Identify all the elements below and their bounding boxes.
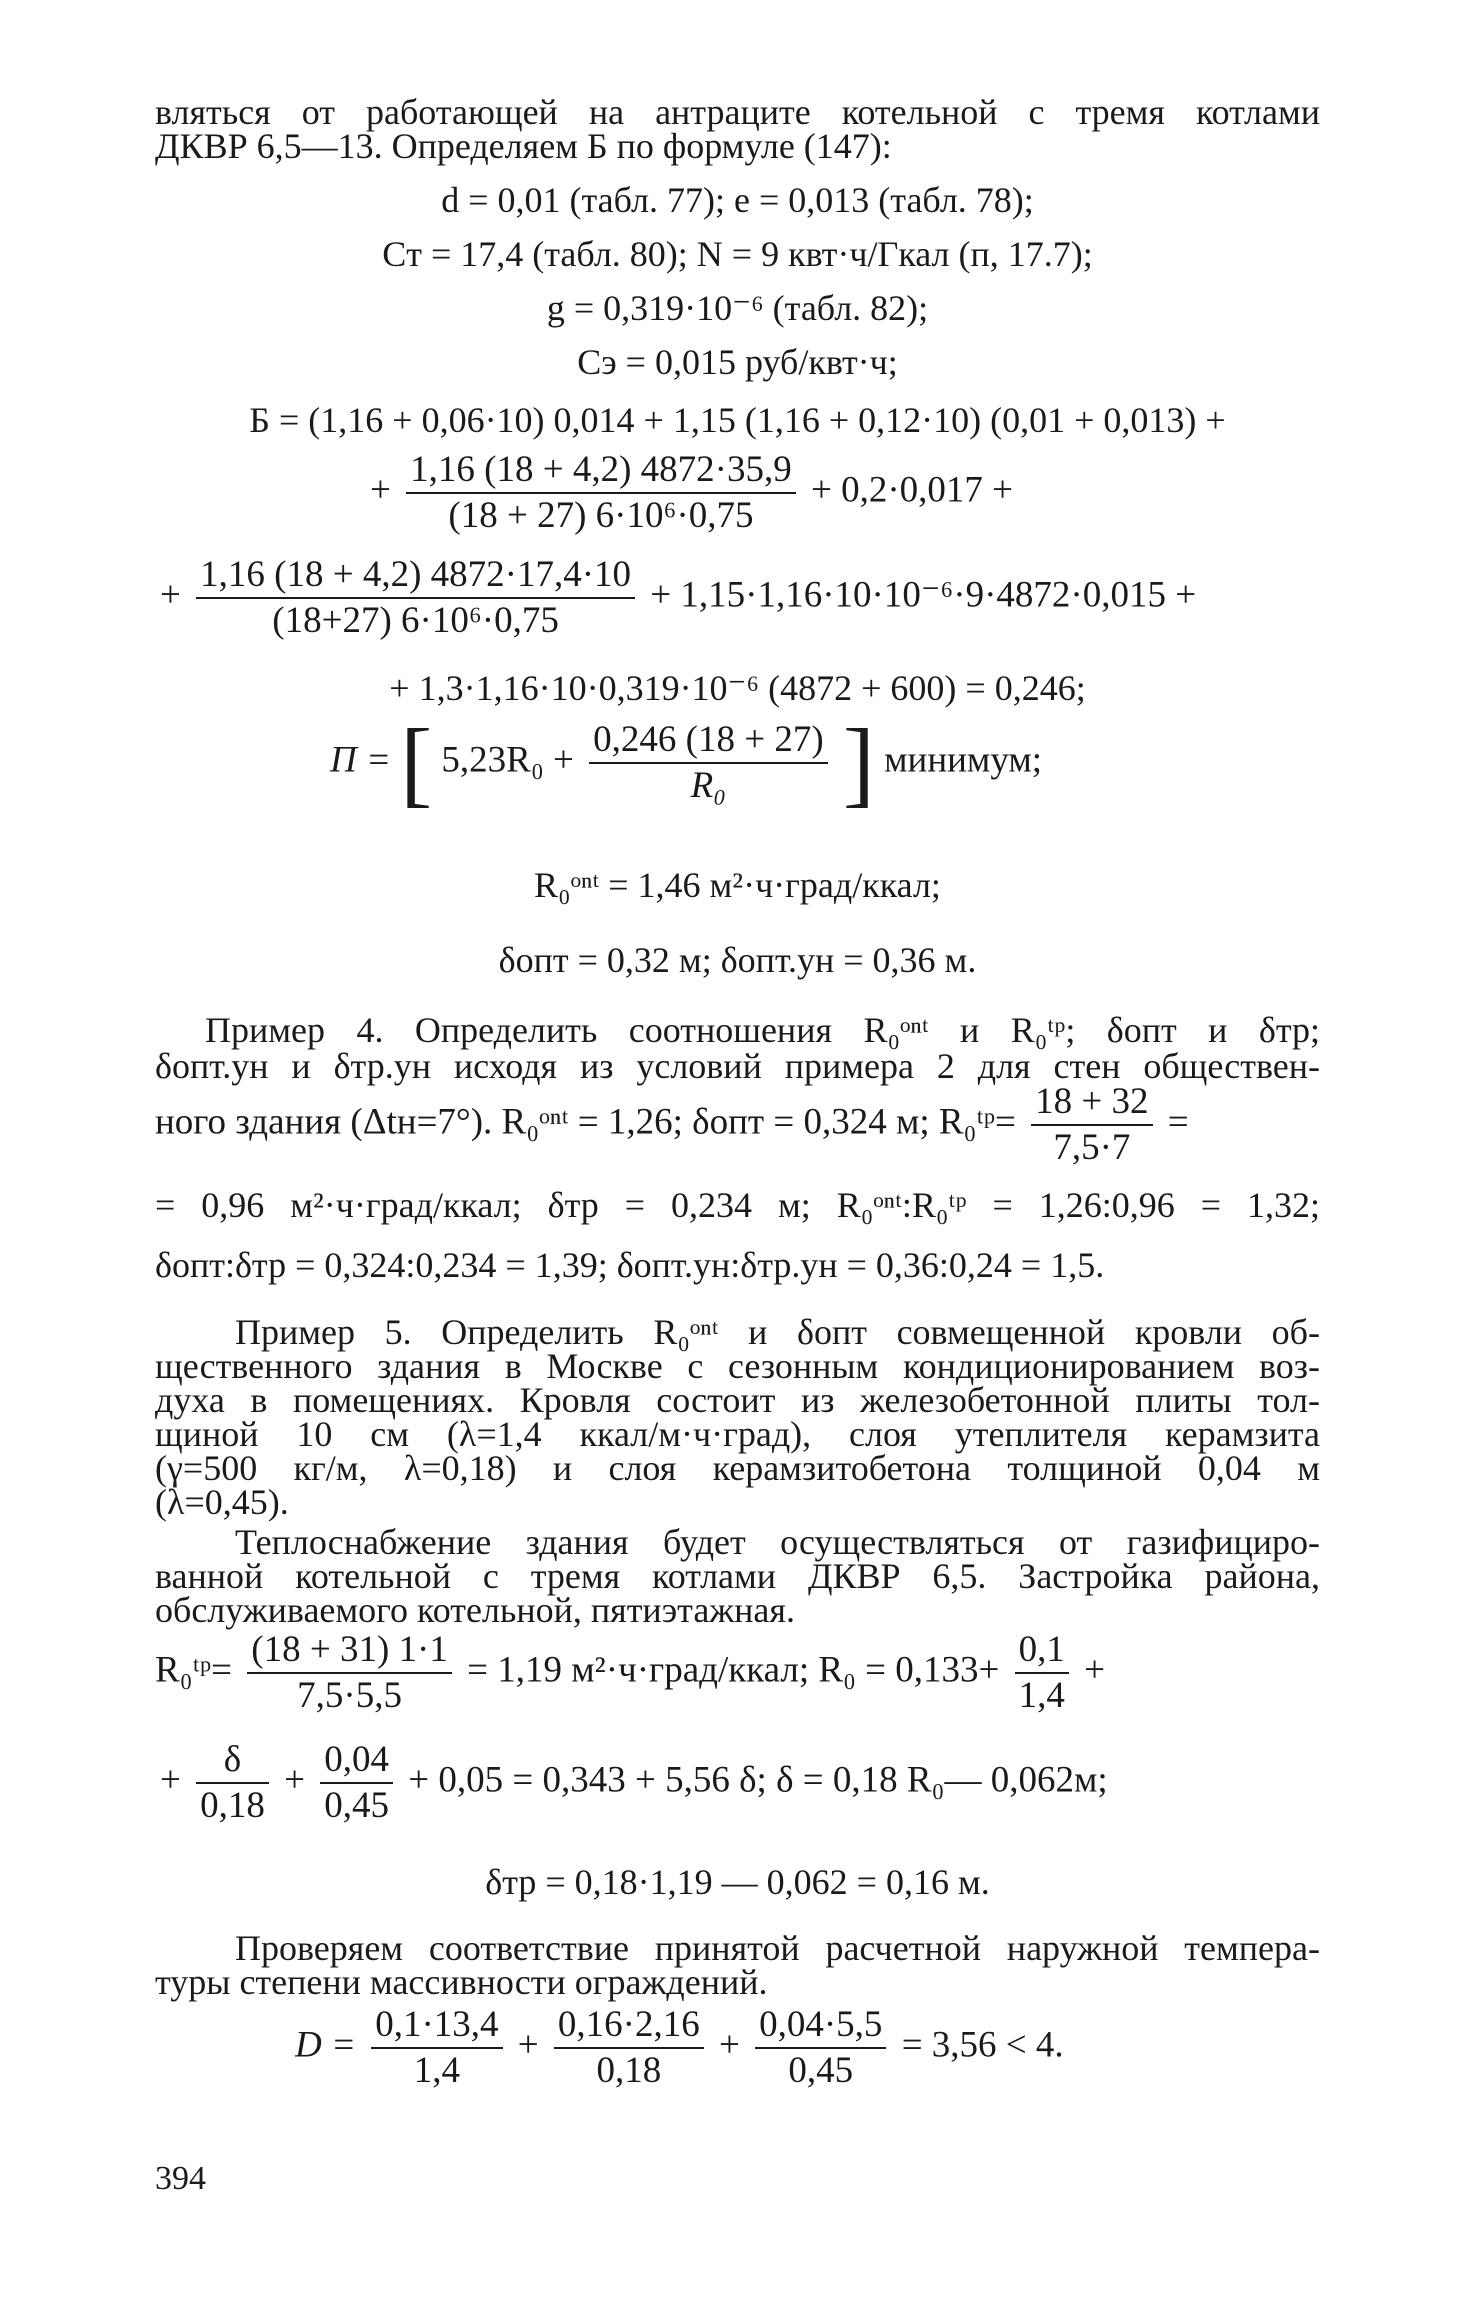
example-5-line: щиной 10 см (λ=1,4 ккал/м·ч·град), слоя утеплителя керамзита: [155, 1414, 1320, 1454]
example-5-line: щественного здания в Москве с сезонным кондиционированием воз-: [155, 1346, 1320, 1386]
formula-fraction-line: + $\frac{1,16 (18 + 4,2) 4872\cdot 35,9}{\text{(18 + 27) 6·10⁶·0,75}}$ + 0,2·0,017 +: [370, 449, 1014, 536]
example-4-line: ного здания (Δtн=7°). R₀ᵒⁿᵗ = 1,26; δопт = 0,324 м; R₀ᵗᵖ= $\frac{18 + 32}{7,5\cdot 7}$ =: [155, 1081, 1189, 1168]
formula-line: Cэ = 0,015 руб/квт·ч;: [577, 342, 898, 382]
paragraph-line: ванной котельной с тремя котлами ДКВР 6,5. Застройка района,: [155, 1556, 1320, 1596]
formula-line: d = 0,01 (табл. 77); e = 0,013 (табл. 78);: [441, 180, 1034, 220]
formula-minimum: П = [ 5,23R₀ + $\frac{0,246 (18 + 27)}{\text{R₀}}$ ] минимум;: [330, 709, 1043, 816]
example-4-line: Пример 4. Определить соотношения R₀ᵒⁿᵗ и R₀ᵗᵖ; δопт и δтр;: [205, 1010, 1320, 1050]
formula-line: R₀ᵒⁿᵗ = 1,46 м²·ч·град/ккал;: [534, 865, 941, 905]
formula-fraction-line: D = $\frac{0,1\cdot 13,4}{1,4}$ + $\frac{0,16\cdot 2,16}{0,18}$ + $\frac{0,04\cdot 5,5}{0,45}$ = 3,56 < 4.: [295, 2004, 1064, 2091]
example-5-line: (λ=0,45).: [155, 1482, 289, 1522]
example-4-line: δопт.ун и δтр.ун исходя из условий примера 2 для стен обществен-: [155, 1046, 1320, 1086]
page-number: 394: [155, 2160, 206, 2197]
formula-fraction-line: + $\frac{1,16 (18 + 4,2) 4872\cdot 17,4\cdot 10}{\text{(18+27) 6·10⁶·0,75}}$ + 1,15·1,16·10·10⁻⁶·9·4872·0,015 +: [160, 554, 1197, 641]
paragraph-line: Проверяем соответствие принятой расчетной наружной темпера-: [235, 1928, 1320, 1968]
example-5-line: Пример 5. Определить R₀ᵒⁿᵗ и δопт совмещенной кровли об-: [235, 1312, 1320, 1352]
paragraph-line: обслуживаемого котельной, пятиэтажная.: [155, 1590, 795, 1630]
formula-line: + 1,3·1,16·10·0,319·10⁻⁶ (4872 + 600) = 0,246;: [389, 668, 1086, 708]
example-5-line: духа в помещениях. Кровля состоит из железобетонной плиты тол-: [155, 1380, 1320, 1420]
example-5-line: (γ=500 кг/м, λ=0,18) и слоя керамзитобетона толщиной 0,04 м: [155, 1448, 1320, 1488]
formula-line: Cт = 17,4 (табл. 80); N = 9 квт·ч/Гкал (п, 17.7);: [382, 234, 1093, 274]
example-4-line: = 0,96 м²·ч·град/ккал; δтр = 0,234 м; R₀ᵒⁿᵗ:R₀ᵗᵖ = 1,26:0,96 = 1,32;: [155, 1185, 1320, 1225]
formula-fraction-line: R₀ᵗᵖ= $\frac{(18 + 31) 1\cdot 1}{7,5\cdot 5,5}$ = 1,19 м²·ч·град/ккал; R₀ = 0,133+ $\frac{0,1}{1,4}$ +: [155, 1629, 1106, 1716]
formula-line: g = 0,319·10⁻⁶ (табл. 82);: [546, 288, 929, 328]
formula-line: Б = (1,16 + 0,06·10) 0,014 + 1,15 (1,16 + 0,12·10) (0,01 + 0,013) +: [249, 400, 1226, 440]
formula-line: δтр = 0,18·1,19 — 0,062 = 0,16 м.: [485, 1862, 990, 1902]
paragraph-line: туры степени массивности ограждений.: [155, 1962, 768, 2002]
paragraph-line: Теплоснабжение здания будет осуществляться от газифициро-: [235, 1522, 1320, 1562]
example-4-line: δопт:δтр = 0,324:0,234 = 1,39; δопт.ун:δтр.ун = 0,36:0,24 = 1,5.: [155, 1245, 1105, 1285]
formula-fraction-line: + $\frac{\delta}{0,18}$ + $\frac{0,04}{0,45}$ + 0,05 = 0,343 + 5,56 δ; δ = 0,18 R₀— 0,062м;: [160, 1739, 1108, 1826]
formula-line: δопт = 0,32 м; δопт.ун = 0,36 м.: [498, 940, 977, 980]
text-line: ДКВР 6,5—13. Определяем Б по формуле (147):: [155, 126, 892, 166]
text-line: вляться от работающей на антраците котельной с тремя котлами: [155, 92, 1320, 132]
